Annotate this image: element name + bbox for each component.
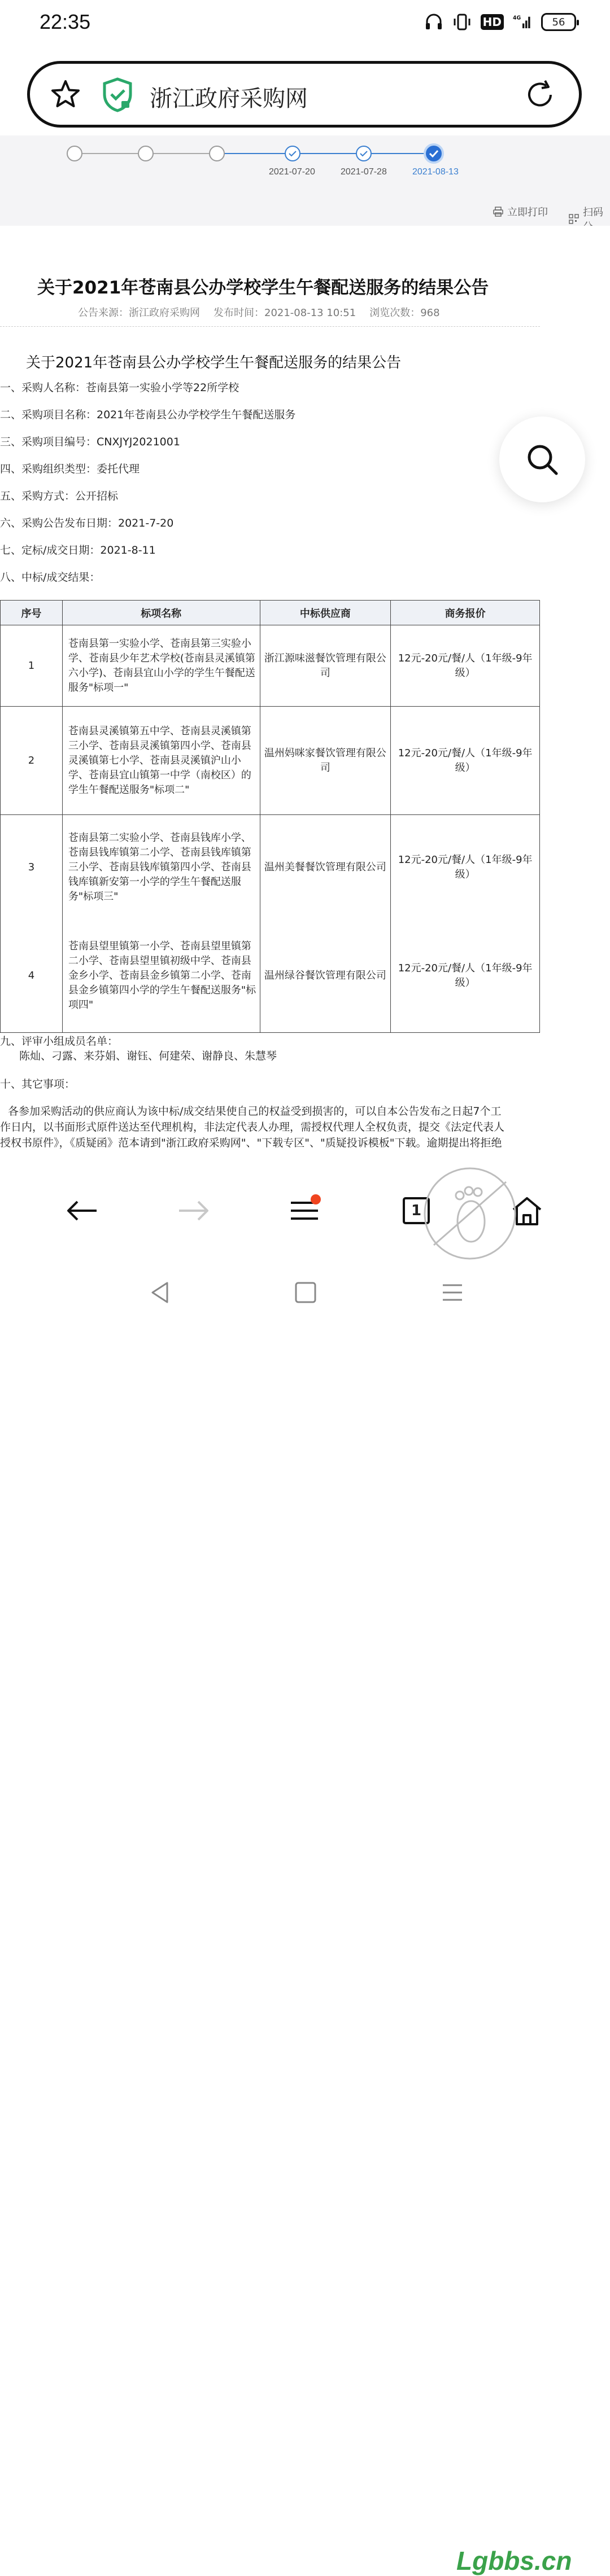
panel-members: 陈灿、刁露、来芬娟、谢钰、何建荣、谢静良、朱慧琴 (19, 1050, 277, 1062)
field-line: 七、定标/成交日期：2021-8-11 (0, 544, 156, 557)
reload-icon[interactable] (524, 78, 556, 111)
address-bar-title[interactable]: 浙江政府采购网 (150, 86, 308, 112)
table-row (1, 815, 540, 920)
supplier: 温州绿谷餐饮管理有限公司 (260, 920, 391, 1033)
battery-icon: 56 (541, 13, 576, 31)
table-row (1, 920, 540, 1033)
step-connector (225, 153, 286, 154)
step-connector (300, 153, 357, 154)
other-text: 授权书原件》，《质疑函》范本请到"浙江政府采购网"、"下载专区"、"质疑投诉模板"下载。逾期提出将拒绝 (0, 1137, 502, 1149)
article-meta (78, 305, 440, 319)
field-line: 三、采购项目编号：CNXJYJ2021001 (0, 436, 180, 448)
step-circle (209, 146, 225, 161)
divider (0, 326, 540, 327)
nav-home-icon[interactable] (291, 1278, 320, 1307)
document-title: 关于2021年苍南县公办学校学生午餐配送服务的结果公告 (26, 354, 402, 371)
step-circle (67, 146, 82, 161)
nav-recents-icon[interactable] (438, 1278, 467, 1307)
step-connector (154, 153, 209, 154)
back-button[interactable] (62, 1191, 102, 1230)
forward-button[interactable] (174, 1191, 213, 1230)
column-header: 标项名称 (62, 601, 260, 625)
field-line: 四、采购组织类型：委托代理 (0, 463, 140, 475)
step-circle (138, 146, 154, 161)
table-row (1, 625, 540, 707)
print-label: 立即打印 (507, 207, 548, 218)
field-line: 五、采购方式：公开招标 (0, 490, 119, 502)
table-header-row (1, 601, 540, 625)
floating-search-button[interactable] (499, 417, 585, 502)
field-line: 八、中标/成交结果： (0, 571, 101, 584)
other-heading: 十、其它事项： (0, 1078, 76, 1090)
supplier: 浙江源味滋餐饮管理有限公司 (260, 625, 391, 707)
qr-code-icon (568, 213, 580, 225)
nav-back-icon[interactable] (146, 1278, 174, 1307)
page-title: 关于2021年苍南县公办学校学生午餐配送服务的结果公告 (37, 278, 489, 298)
step-date-current: 2021-08-13 (412, 167, 459, 177)
meta-source: 公告来源：浙江政府采购网 (78, 307, 200, 319)
lot-name: 苍南县望里镇第一小学、苍南县望里镇第二小学、苍南县望里镇初级中学、苍南县金乡小学、苍南县金乡镇第二小学、苍南县金乡镇第四小学的学生午餐配送服务"标项四" (62, 920, 260, 1033)
check-icon (286, 147, 299, 160)
row-number: 2 (1, 707, 63, 815)
svg-text:4G: 4G (513, 15, 521, 21)
row-number: 3 (1, 815, 63, 920)
secure-shield-icon (101, 77, 134, 112)
price: 12元-20元/餐/人（1年级-9年级） (391, 920, 540, 1033)
column-header: 商务报价 (391, 601, 540, 625)
meta-views: 浏览次数：968 (369, 307, 440, 319)
price: 12元-20元/餐/人（1年级-9年级） (391, 625, 540, 707)
row-number: 1 (1, 625, 63, 707)
print-button[interactable] (493, 204, 548, 219)
price: 12元-20元/餐/人（1年级-9年级） (391, 815, 540, 920)
supplier: 温州美餐餐饮管理有限公司 (260, 815, 391, 920)
announcement-timeline (0, 135, 610, 226)
step-connector (82, 153, 138, 154)
browser-toolbar (0, 1163, 610, 1264)
other-text: 作日内，以书面形式原件送达至代理机构，非法定代表人办理，需授权代理人全权负责，提交《法定代表人 (0, 1121, 505, 1133)
step-circle-done (285, 146, 300, 161)
column-header: 序号 (1, 601, 63, 625)
check-icon (426, 146, 442, 161)
arrow-right-icon (177, 1199, 211, 1222)
menu-button[interactable] (285, 1191, 324, 1230)
status-time: 22:35 (40, 10, 91, 33)
tabs-count: 1 (411, 1202, 422, 1219)
panel-heading: 九、评审小组成员名单： (0, 1035, 119, 1048)
address-bar[interactable] (27, 61, 582, 128)
other-text: 各参加采购活动的供应商认为该中标/成交结果使自己的权益受到损害的，可以自本公告发布之日起7个工 (8, 1105, 502, 1118)
hd-icon: HD (481, 14, 504, 30)
signal-icon (513, 12, 532, 32)
star-icon[interactable] (50, 79, 81, 109)
column-header: 中标供应商 (260, 601, 391, 625)
field-line: 二、采购项目名称：2021年苍南县公办学校学生午餐配送服务 (0, 409, 296, 421)
step-connector (372, 153, 429, 154)
site-watermark: Lgbbs.cn (456, 2546, 572, 2575)
notification-dot (311, 1194, 321, 1204)
scan-share-label: 扫码 (583, 207, 603, 218)
printer-icon (493, 206, 504, 217)
step-date: 2021-07-28 (341, 167, 387, 177)
check-icon (357, 147, 371, 160)
result-table (0, 600, 540, 1033)
vibrate-icon (452, 12, 472, 32)
step-circle-done (356, 146, 372, 161)
footprint-stamp-icon (422, 1166, 517, 1261)
price: 12元-20元/餐/人（1年级-9年级） (391, 707, 540, 815)
field-line: 一、采购人名称：苍南县第一实验小学等22所学校 (0, 382, 239, 394)
search-icon (525, 443, 559, 476)
table-row (1, 707, 540, 815)
headphones-icon (424, 12, 443, 32)
supplier: 温州妈咪家餐饮管理有限公司 (260, 707, 391, 815)
step-circle-current (424, 143, 444, 164)
step-date: 2021-07-20 (269, 167, 315, 177)
lot-name: 苍南县第二实验小学、苍南县钱库小学、苍南县钱库镇第二小学、苍南县钱库镇第三小学、苍南县钱库镇第四小学、苍南县钱库镇新安第一小学的学生午餐配送服务"标项三" (62, 815, 260, 920)
lot-name: 苍南县灵溪镇第五中学、苍南县灵溪镇第三小学、苍南县灵溪镇第四小学、苍南县灵溪镇第七小学、苍南县灵溪镇沪山小学、苍南县宜山镇第一中学（南校区）的学生午餐配送服务"标项二" (62, 707, 260, 815)
status-icons (424, 12, 576, 32)
meta-time: 发布时间：2021-08-13 10:51 (213, 307, 356, 319)
lot-name: 苍南县第一实验小学、苍南县第三实验小学、苍南县少年艺术学校(苍南县灵溪镇第六小学)、苍南县宜山小学的学生午餐配送服务"标项一" (62, 625, 260, 707)
system-nav-bar (0, 1264, 610, 2575)
arrow-left-icon (65, 1199, 99, 1222)
status-bar (0, 0, 610, 51)
row-number: 4 (1, 920, 63, 1033)
field-line: 六、采购公告发布日期：2021-7-20 (0, 517, 174, 529)
